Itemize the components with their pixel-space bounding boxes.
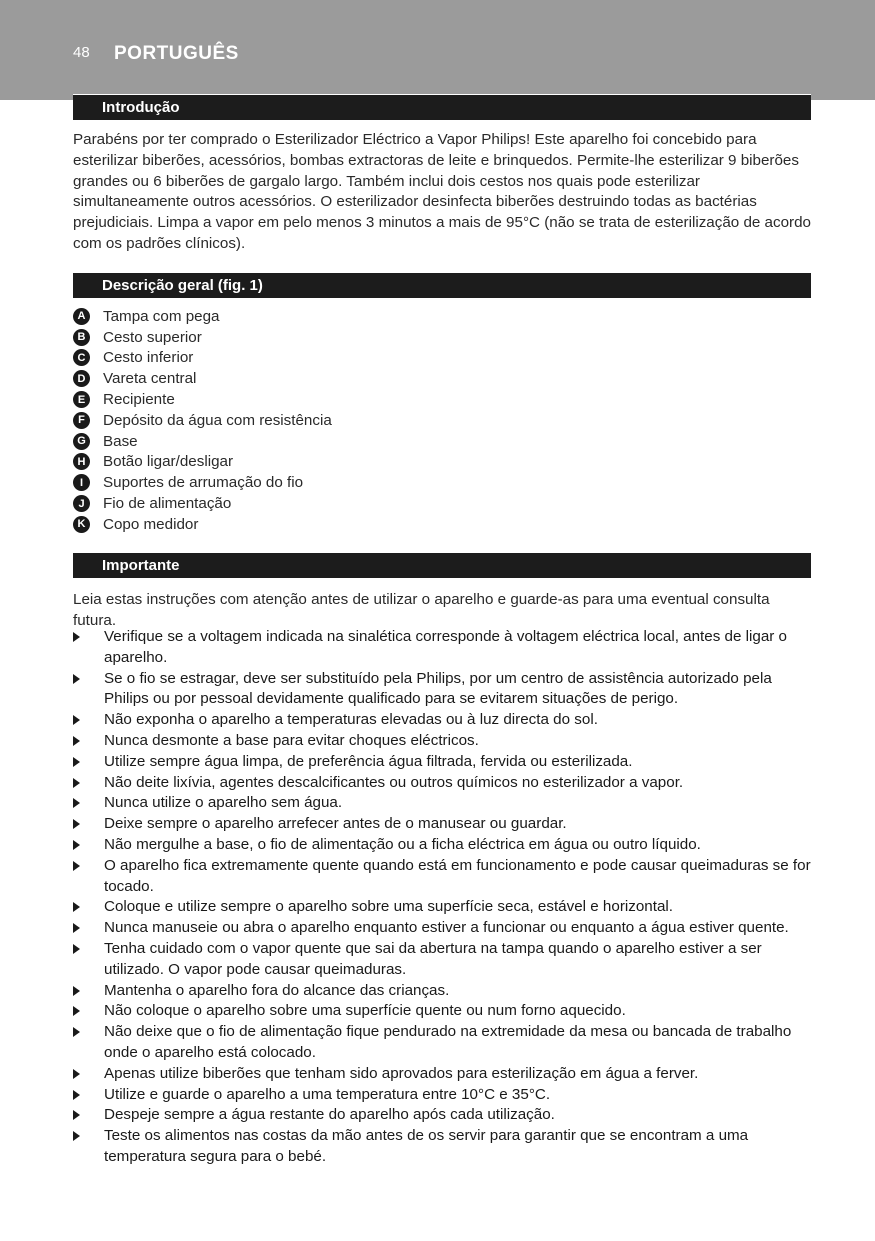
bullet-arrow-icon — [73, 715, 80, 725]
letter-badge: B — [73, 329, 90, 346]
part-label: Copo medidor — [103, 515, 199, 533]
section-title-intro: Introdução — [102, 99, 180, 116]
letter-badge: K — [73, 516, 90, 533]
safety-item — [73, 897, 813, 918]
letter-badge: I — [73, 474, 90, 491]
section-header-important — [73, 552, 811, 578]
bullet-arrow-icon — [73, 1027, 80, 1037]
part-label: Base — [103, 432, 138, 450]
safety-item — [73, 793, 813, 814]
bullet-arrow-icon — [73, 923, 80, 933]
part-item — [73, 493, 773, 514]
safety-text: Nunca manuseie ou abra o aparelho enquanto estiver a funcionar ou enquanto a água estiver quente. — [104, 919, 789, 937]
bullet-arrow-icon — [73, 632, 80, 642]
safety-text: Não exponha o aparelho a temperaturas elevadas ou à luz directa do sol. — [104, 711, 598, 729]
safety-text: Nunca utilize o aparelho sem água. — [104, 794, 343, 812]
safety-item — [73, 1022, 813, 1064]
safety-item — [73, 773, 813, 794]
safety-item — [73, 731, 813, 752]
section-header-overview — [73, 272, 811, 298]
part-item — [73, 368, 773, 389]
safety-text: Utilize e guarde o aparelho a uma temperatura entre 10°C e 35°C. — [104, 1085, 551, 1103]
part-label: Botão ligar/desligar — [103, 453, 234, 471]
safety-text: Não coloque o aparelho sobre uma superfície quente ou num forno aquecido. — [104, 1002, 626, 1020]
safety-text: Verifique se a voltagem indicada na sinalética corresponde à voltagem eléctrica local, antes de ligar o aparelho. — [104, 628, 787, 666]
safety-text: Não deite lixívia, agentes descalcificantes ou outros químicos no esterilizador a vapor. — [104, 773, 684, 791]
safety-text: Coloque e utilize sempre o aparelho sobre uma superfície seca, estável e horizontal. — [104, 898, 674, 916]
safety-item — [73, 752, 813, 773]
safety-text: Teste os alimentos nas costas da mão antes de os servir para garantir que se encontram a uma temperatura segura para o bebé. — [104, 1127, 749, 1165]
safety-text: Despeje sempre a água restante do aparelho após cada utilização. — [104, 1106, 555, 1124]
part-label: Vareta central — [103, 370, 197, 388]
safety-text: Se o fio se estragar, deve ser substituído pela Philips, por um centro de assistência autorizado pela Philips ou por pessoal devidamente qualificado para se evitarem situações de perigo. — [104, 669, 772, 708]
part-label: Tampa com pega — [103, 307, 220, 325]
part-label: Fio de alimentação — [103, 495, 232, 513]
safety-item — [73, 856, 813, 898]
safety-list — [73, 627, 813, 1168]
safety-item — [73, 1126, 813, 1168]
header-band — [0, 0, 875, 100]
section-title-important: Importante — [102, 557, 180, 574]
bullet-arrow-icon — [73, 778, 80, 788]
part-item — [73, 348, 773, 369]
safety-item — [73, 1085, 813, 1106]
part-item — [73, 514, 773, 535]
bullet-arrow-icon — [73, 819, 80, 829]
letter-badge: J — [73, 495, 90, 512]
bullet-arrow-icon — [73, 674, 80, 684]
bullet-arrow-icon — [73, 861, 80, 871]
part-label: Recipiente — [103, 391, 175, 409]
safety-text: Deixe sempre o aparelho arrefecer antes de o manusear ou guardar. — [104, 815, 567, 833]
safety-text: Não deixe que o fio de alimentação fique pendurado na extremidade da mesa ou bancada de trabalho onde o aparelho está colocado. — [104, 1023, 792, 1061]
bullet-arrow-icon — [73, 1131, 80, 1141]
page-number: 48 — [73, 44, 90, 61]
intro-paragraph: Parabéns por ter comprado o Esterilizador Eléctrico a Vapor Philips! Este aparelho foi concebido para esterilizar biberões, acessórios, bombas extractoras de leite e brinquedos. Permite-lhe esterilizar 9 biberões grandes ou 6 biberões de gargalo largo. Também inclui dois cestos nos quais pode esterilizar simultaneamente outros acessórios. O esterilizador desinfecta biberões destruindo todas as bactérias prejudiciais. Limpa a vapor em pelo menos 3 minutos a mais de 95°C (não se trata de esterilização de acordo com os padrões clínicos). — [73, 131, 811, 252]
safety-item — [73, 814, 813, 835]
part-label: Depósito da água com resistência — [103, 411, 332, 429]
safety-text: Nunca desmonte a base para evitar choques eléctricos. — [104, 731, 479, 749]
safety-text: Mantenha o aparelho fora do alcance das crianças. — [104, 981, 450, 999]
bullet-arrow-icon — [73, 1110, 80, 1120]
safety-item — [73, 981, 813, 1002]
bullet-arrow-icon — [73, 736, 80, 746]
safety-item — [73, 669, 813, 711]
letter-badge: A — [73, 308, 90, 325]
safety-text: Apenas utilize biberões que tenham sido aprovados para esterilização em água a ferver. — [104, 1064, 699, 1082]
letter-badge: C — [73, 349, 90, 366]
parts-list — [73, 306, 773, 535]
letter-badge: E — [73, 391, 90, 408]
part-label: Cesto inferior — [103, 349, 194, 367]
part-item — [73, 431, 773, 452]
section-title-overview: Descrição geral (fig. 1) — [102, 277, 263, 294]
letter-badge: F — [73, 412, 90, 429]
safety-item — [73, 1001, 813, 1022]
bullet-arrow-icon — [73, 944, 80, 954]
part-label: Cesto superior — [103, 328, 202, 346]
safety-item — [73, 627, 813, 669]
bullet-arrow-icon — [73, 757, 80, 767]
safety-item — [73, 710, 813, 731]
safety-text: Tenha cuidado com o vapor quente que sai da abertura na tampa quando o aparelho estiver a ser utilizado. O vapor pode causar queimaduras. — [104, 939, 762, 978]
bullet-arrow-icon — [73, 902, 80, 912]
bullet-arrow-icon — [73, 986, 80, 996]
bullet-arrow-icon — [73, 1006, 80, 1016]
language-title: PORTUGUÊS — [114, 43, 239, 64]
bullet-arrow-icon — [73, 1069, 80, 1079]
important-intro: Leia estas instruções com atenção antes de utilizar o aparelho e guarde-as para uma eventual consulta futura. — [73, 591, 770, 629]
safety-text: O aparelho fica extremamente quente quando está em funcionamento e pode causar queimaduras se for tocado. — [104, 856, 811, 895]
part-item — [73, 452, 773, 473]
safety-text: Utilize sempre água limpa, de preferência água filtrada, fervida ou esterilizada. — [104, 752, 633, 770]
letter-badge: G — [73, 433, 90, 450]
part-label: Suportes de arrumação do fio — [103, 474, 304, 492]
bullet-arrow-icon — [73, 798, 80, 808]
section-header-intro — [73, 94, 811, 120]
part-item — [73, 472, 773, 493]
letter-badge: D — [73, 370, 90, 387]
safety-text: Não mergulhe a base, o fio de alimentação ou a ficha eléctrica em água ou outro líquido. — [104, 835, 701, 853]
bullet-arrow-icon — [73, 1090, 80, 1100]
safety-item — [73, 918, 813, 939]
part-item — [73, 410, 773, 431]
part-item — [73, 389, 773, 410]
bullet-arrow-icon — [73, 840, 80, 850]
part-item — [73, 306, 773, 327]
safety-item — [73, 835, 813, 856]
part-item — [73, 327, 773, 348]
safety-item — [73, 1064, 813, 1085]
safety-item — [73, 1105, 813, 1126]
safety-item — [73, 939, 813, 981]
letter-badge: H — [73, 453, 90, 470]
